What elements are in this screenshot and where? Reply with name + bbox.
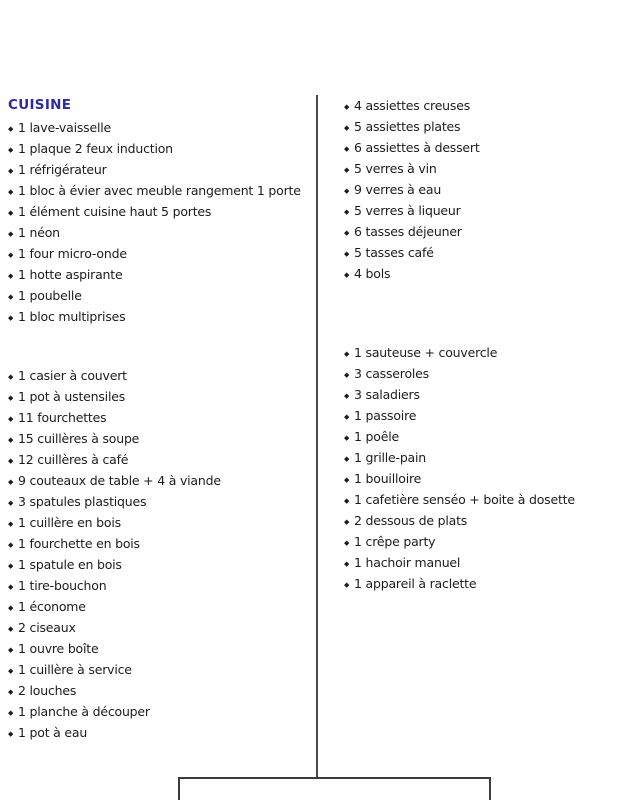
- item-text: 5 assiettes plates: [354, 119, 461, 134]
- diamond-bullet-icon: ◆: [8, 688, 14, 696]
- diamond-bullet-icon: ◆: [8, 499, 14, 507]
- item-text: 1 crêpe party: [354, 534, 436, 549]
- list-item: [8, 513, 316, 534]
- diamond-bullet-icon: ◆: [8, 415, 14, 423]
- list-item: [8, 639, 316, 660]
- list-item: [344, 96, 622, 117]
- diamond-bullet-icon: ◆: [8, 667, 14, 675]
- diamond-bullet-icon: ◆: [8, 541, 14, 549]
- item-text: 1 casier à couvert: [18, 368, 127, 383]
- diamond-bullet-icon: ◆: [8, 314, 14, 322]
- diamond-bullet-icon: ◆: [8, 209, 14, 217]
- item-text: 1 spatule en bois: [18, 557, 122, 572]
- list-item: [344, 511, 622, 532]
- list-item: [8, 618, 316, 639]
- item-text: 4 assiettes creuses: [354, 98, 471, 113]
- list-item: [344, 180, 622, 201]
- diamond-bullet-icon: ◆: [344, 166, 350, 174]
- left-list-block-2: [8, 366, 316, 744]
- list-item: [344, 469, 622, 490]
- item-text: 15 cuillères à soupe: [18, 431, 140, 446]
- diamond-bullet-icon: ◆: [8, 478, 14, 486]
- item-text: 4 bols: [354, 266, 391, 281]
- item-text: 2 ciseaux: [18, 620, 76, 635]
- list-item: [8, 202, 316, 223]
- list-item: [8, 681, 316, 702]
- diamond-bullet-icon: ◆: [8, 709, 14, 717]
- diamond-bullet-icon: ◆: [8, 293, 14, 301]
- diamond-bullet-icon: ◆: [344, 413, 350, 421]
- diamond-bullet-icon: ◆: [8, 188, 14, 196]
- item-text: 5 tasses café: [354, 245, 434, 260]
- diamond-bullet-icon: ◆: [344, 145, 350, 153]
- diamond-bullet-icon: ◆: [8, 583, 14, 591]
- diamond-bullet-icon: ◆: [8, 646, 14, 654]
- diamond-bullet-icon: ◆: [344, 476, 350, 484]
- list-item: [8, 450, 316, 471]
- diamond-bullet-icon: ◆: [8, 604, 14, 612]
- list-item: [344, 201, 622, 222]
- diamond-bullet-icon: ◆: [8, 436, 14, 444]
- diamond-bullet-icon: ◆: [344, 434, 350, 442]
- diamond-bullet-icon: ◆: [344, 229, 350, 237]
- diamond-bullet-icon: ◆: [8, 146, 14, 154]
- list-item: [8, 408, 316, 429]
- right-list-block-2: [344, 343, 622, 595]
- list-item: [8, 534, 316, 555]
- list-item: [8, 492, 316, 513]
- list-item: [8, 660, 316, 681]
- list-item: [8, 576, 316, 597]
- item-text: 1 tire-bouchon: [18, 578, 107, 593]
- item-text: 1 fourchette en bois: [18, 536, 140, 551]
- diamond-bullet-icon: ◆: [344, 539, 350, 547]
- item-text: 1 cuillère à service: [18, 662, 132, 677]
- item-text: 5 verres à liqueur: [354, 203, 461, 218]
- diamond-bullet-icon: ◆: [344, 208, 350, 216]
- list-item: [8, 286, 316, 307]
- list-item: [8, 244, 316, 265]
- diamond-bullet-icon: ◆: [344, 581, 350, 589]
- item-text: 1 pot à ustensiles: [18, 389, 126, 404]
- item-text: 1 cuillère en bois: [18, 515, 121, 530]
- diamond-bullet-icon: ◆: [8, 167, 14, 175]
- item-text: 3 spatules plastiques: [18, 494, 147, 509]
- item-text: 1 poubelle: [18, 288, 82, 303]
- item-text: 1 hachoir manuel: [354, 555, 461, 570]
- list-item: [344, 406, 622, 427]
- list-item: [8, 471, 316, 492]
- right-list-block-1: [344, 96, 622, 285]
- item-text: 11 fourchettes: [18, 410, 107, 425]
- item-text: 1 bloc à évier avec meuble rangement 1 porte: [18, 183, 301, 198]
- list-item: [344, 364, 622, 385]
- item-text: 1 bouilloire: [354, 471, 422, 486]
- list-item: [8, 223, 316, 244]
- diamond-bullet-icon: ◆: [344, 103, 350, 111]
- diamond-bullet-icon: ◆: [8, 272, 14, 280]
- left-column: [8, 96, 316, 744]
- item-text: 12 cuillères à café: [18, 452, 129, 467]
- item-text: 2 louches: [18, 683, 77, 698]
- diamond-bullet-icon: ◆: [344, 271, 350, 279]
- list-item: [8, 366, 316, 387]
- list-item: [344, 138, 622, 159]
- list-item: [344, 264, 622, 285]
- item-text: 1 élément cuisine haut 5 portes: [18, 204, 212, 219]
- item-text: 1 hotte aspirante: [18, 267, 123, 282]
- item-text: 1 plaque 2 feux induction: [18, 141, 173, 156]
- diamond-bullet-icon: ◆: [344, 187, 350, 195]
- list-item: [8, 118, 316, 139]
- diamond-bullet-icon: ◆: [344, 350, 350, 358]
- list-item: [8, 387, 316, 408]
- item-text: 1 poêle: [354, 429, 399, 444]
- list-item: [344, 159, 622, 180]
- footer-box: [178, 777, 491, 800]
- list-item: [8, 139, 316, 160]
- item-text: 3 saladiers: [354, 387, 420, 402]
- list-item: [8, 555, 316, 576]
- diamond-bullet-icon: ◆: [344, 124, 350, 132]
- list-item: [8, 265, 316, 286]
- diamond-bullet-icon: ◆: [8, 562, 14, 570]
- diamond-bullet-icon: ◆: [344, 518, 350, 526]
- list-item: [344, 117, 622, 138]
- left-list-block-1: [8, 118, 316, 328]
- diamond-bullet-icon: ◆: [344, 497, 350, 505]
- list-item: [344, 553, 622, 574]
- diamond-bullet-icon: ◆: [8, 373, 14, 381]
- item-text: 1 économe: [18, 599, 86, 614]
- list-item: [344, 222, 622, 243]
- list-item: [344, 427, 622, 448]
- item-text: 6 assiettes à dessert: [354, 140, 480, 155]
- item-text: 1 passoire: [354, 408, 417, 423]
- diamond-bullet-icon: ◆: [8, 730, 14, 738]
- item-text: 1 four micro-onde: [18, 246, 127, 261]
- diamond-bullet-icon: ◆: [8, 457, 14, 465]
- item-text: 1 bloc multiprises: [18, 309, 126, 324]
- item-text: 1 ouvre boîte: [18, 641, 99, 656]
- list-item: [344, 574, 622, 595]
- item-text: 1 appareil à raclette: [354, 576, 477, 591]
- item-text: 1 sauteuse + couvercle: [354, 345, 498, 360]
- list-item: [8, 429, 316, 450]
- diamond-bullet-icon: ◆: [344, 392, 350, 400]
- item-text: 9 verres à eau: [354, 182, 442, 197]
- list-item: [344, 243, 622, 264]
- item-text: 1 réfrigérateur: [18, 162, 107, 177]
- item-text: 9 couteaux de table + 4 à viande: [18, 473, 221, 488]
- item-text: 1 pot à eau: [18, 725, 88, 740]
- item-text: 6 tasses déjeuner: [354, 224, 462, 239]
- diamond-bullet-icon: ◆: [344, 560, 350, 568]
- diamond-bullet-icon: ◆: [344, 371, 350, 379]
- item-text: 1 grille-pain: [354, 450, 427, 465]
- section-heading-cuisine: CUISINE: [8, 97, 72, 113]
- list-item: [344, 532, 622, 553]
- list-item: [8, 702, 316, 723]
- item-text: 1 néon: [18, 225, 60, 240]
- list-item: [344, 490, 622, 511]
- column-divider-line: [316, 95, 318, 777]
- item-text: 5 verres à vin: [354, 161, 437, 176]
- list-item: [8, 597, 316, 618]
- list-item: [344, 385, 622, 406]
- diamond-bullet-icon: ◆: [8, 125, 14, 133]
- diamond-bullet-icon: ◆: [8, 251, 14, 259]
- list-item: [344, 343, 622, 364]
- item-text: 2 dessous de plats: [354, 513, 468, 528]
- list-item: [8, 181, 316, 202]
- diamond-bullet-icon: ◆: [8, 230, 14, 238]
- diamond-bullet-icon: ◆: [344, 455, 350, 463]
- item-text: 3 casseroles: [354, 366, 429, 381]
- item-text: 1 cafetière senséo + boite à dosette: [354, 492, 575, 507]
- diamond-bullet-icon: ◆: [344, 250, 350, 258]
- diamond-bullet-icon: ◆: [8, 520, 14, 528]
- item-text: 1 planche à découper: [18, 704, 150, 719]
- item-text: 1 lave-vaisselle: [18, 120, 112, 135]
- list-item: [8, 723, 316, 744]
- list-item: [344, 448, 622, 469]
- right-column: [344, 96, 622, 595]
- list-item: [8, 307, 316, 328]
- list-item: [8, 160, 316, 181]
- diamond-bullet-icon: ◆: [8, 394, 14, 402]
- diamond-bullet-icon: ◆: [8, 625, 14, 633]
